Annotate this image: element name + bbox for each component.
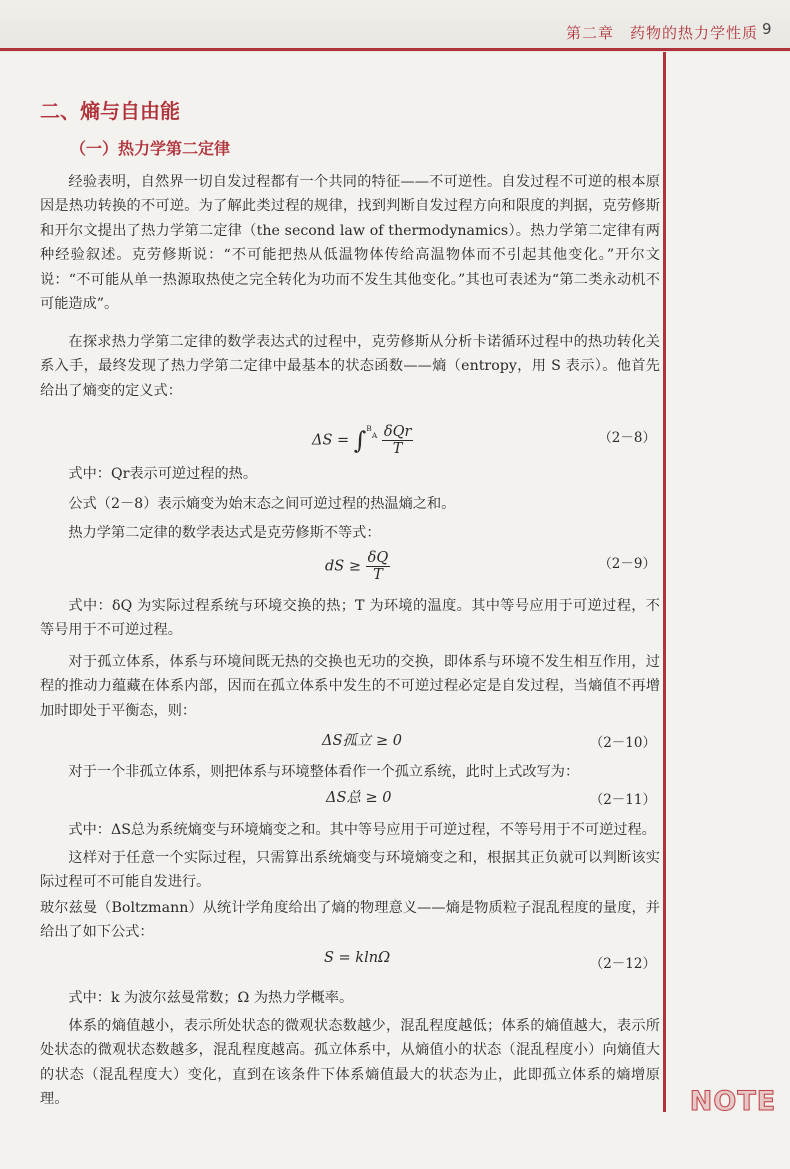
equation-2-11 <box>40 782 660 814</box>
equation-2-10 <box>40 725 660 757</box>
fraction-numerator: δQr <box>383 424 412 440</box>
paragraph-spontaneity-criterion: 这样对于任意一个实际过程，只需算出系统熵变与环境熵变之和，根据其正负就可以判断该实际过程可不可能自发进行。 <box>40 850 660 891</box>
equation-expression: S = klnΩ <box>324 950 391 966</box>
fraction-denominator: T <box>392 441 403 457</box>
paragraph-boltzmann: 玻尔兹曼（Boltzmann）从统计学角度给出了熵的物理意义——熵是物质粒子混乱程度的量度，并给出了如下公式： <box>40 900 660 941</box>
equation-2-12 <box>40 946 660 978</box>
equation-expression: ΔS总 ≥ 0 <box>326 790 392 806</box>
page-number: 9 <box>762 20 772 38</box>
paragraph-formula-meaning: 公式（2－8）表示熵变为始末态之间可逆过程的热温熵之和。 <box>68 496 456 512</box>
paragraph-qr-definition: 式中：Qr表示可逆过程的热。 <box>68 466 258 482</box>
equation-number: （2－9） <box>598 556 656 572</box>
integral-lower-limit: A <box>371 430 378 440</box>
fraction-dq-over-t <box>382 424 414 457</box>
note-label: NOTE <box>689 1085 777 1117</box>
header-rule <box>0 48 790 51</box>
equation-2-8 <box>40 420 660 457</box>
equation-2-9-lhs: dS ≥ <box>325 558 361 575</box>
paragraph-dq-definition: 式中：δQ 为实际过程系统与环境交换的热；T 为环境的温度。其中等号应用于可逆过程，不等号用于不可逆过程。 <box>40 598 660 639</box>
margin-rule <box>663 52 666 1112</box>
integral-upper-limit: B <box>366 424 372 433</box>
fraction-dq-over-t <box>366 550 391 583</box>
equation-number: （2－12） <box>589 956 656 972</box>
integral-sign: ∫ <box>353 426 367 455</box>
equation-2-9 <box>40 546 660 583</box>
section-title: 二、熵与自由能 <box>40 99 180 123</box>
equation-number: （2－11） <box>589 792 656 808</box>
paragraph-entropy-origin: 在探求热力学第二定律的数学表达式的过程中，克劳修斯从分析卡诺循环过程中的热功转化关系入手，最终发现了热力学第二定律中最基本的状态函数——熵（entropy，用 S 表示）。他首先给出了熵变的定义式： <box>40 334 660 399</box>
paragraph-entropy-increase-principle: 体系的熵值越小，表示所处状态的微观状态数越少，混乱程度越低；体系的熵值越大，表示所处状态的微观状态数越多，混乱程度越高。孤立体系中，从熵值小的状态（混乱程度小）向熵值大的状态（混乱程度大）变化，直到在该条件下体系熵值最大的状态为止，此即孤立体系的熵增原理。 <box>40 1018 660 1108</box>
paragraph-total-entropy: 式中：ΔS总为系统熵变与环境熵变之和。其中等号应用于可逆过程，不等号用于不可逆过程。 <box>68 822 656 838</box>
paragraph-isolated-system: 对于孤立体系，体系与环境间既无热的交换也无功的交换，即体系与环境不发生相互作用，过程的推动力蕴藏在体系内部，因而在孤立体系中发生的不可逆过程必定是自发过程，当熵值不再增加时即处于平衡态，则： <box>40 654 660 719</box>
equation-number: （2－10） <box>589 735 656 751</box>
fraction-numerator: δQ <box>367 550 389 566</box>
paragraph-non-isolated-system: 对于一个非孤立体系，则把体系与环境整体看作一个孤立系统，此时上式改写为： <box>68 764 580 780</box>
paragraph-boltzmann-symbols: 式中：k 为波尔兹曼常数；Ω 为热力学概率。 <box>68 990 354 1006</box>
chapter-title: 第二章 药物的热力学性质 <box>566 24 759 42</box>
equation-number: （2－8） <box>598 430 656 446</box>
equation-2-8-lhs: ΔS = <box>312 432 350 449</box>
paragraph-clausius-intro: 热力学第二定律的数学表达式是克劳修斯不等式： <box>68 525 381 541</box>
subsection-title: （一）热力学第二定律 <box>70 139 231 158</box>
fraction-denominator: T <box>373 567 383 583</box>
equation-expression: ΔS孤立 ≥ 0 <box>322 733 402 749</box>
paragraph-second-law-intro: 经验表明，自然界一切自发过程都有一个共同的特征——不可逆性。自发过程不可逆的根本原因是热功转换的不可逆。为了解此类过程的规律，找到判断自发过程方向和限度的判据，克劳修斯和开尔文提出了热力学第二定律（the second law of thermodynamics）。热力学第二定律有两种经验叙述。克劳修斯说：“不可能把热从低温物体传给高温物体而不引起其他变化。”开尔文说：“不可能从单一热源取热使之完全转化为功而不发生其他变化。”其也可表述为“第二类永动机不可能造成”。 <box>40 174 660 313</box>
